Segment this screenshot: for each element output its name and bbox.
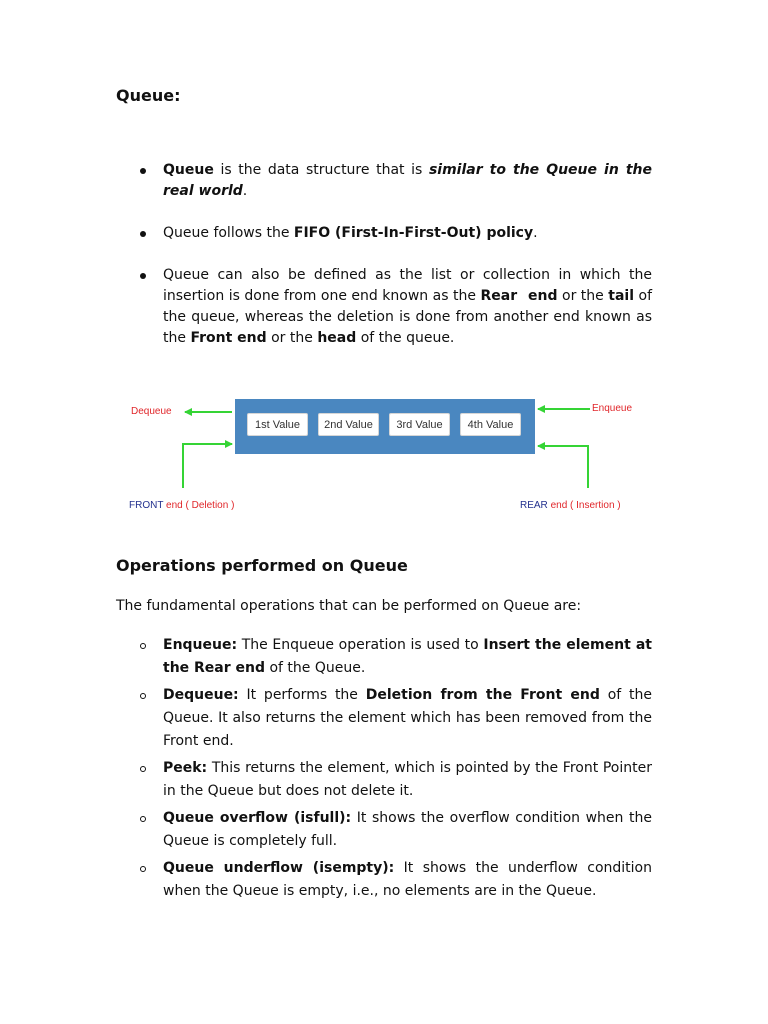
body-text: The Enqueue operation is used to [237, 637, 484, 653]
rear-end-label: REAR end ( Insertion ) [520, 500, 621, 511]
list-item [136, 807, 652, 853]
bold-text: Queue underflow (isempty): [163, 860, 395, 876]
list-item [136, 857, 652, 903]
body-text: of the queue. [356, 330, 455, 346]
bold-text: FIFO (First-In-First-Out) policy [293, 225, 534, 241]
bold-text: head [317, 330, 357, 346]
bullet-dot-icon [140, 231, 146, 237]
queue-cell: 3rd Value [389, 413, 450, 436]
queue-diagram [0, 380, 768, 530]
body-text: Queue can also be defined as the list or collection in which the insertion is done from one end known as the [163, 267, 652, 304]
bullet-circle-icon [140, 766, 146, 772]
body-text: It shows the overflow condition when the Queue is completely full. [163, 810, 653, 849]
list-item [136, 684, 652, 753]
bold-text: Insert the element at the Rear end [163, 637, 652, 676]
list-item [136, 160, 652, 202]
section-intro: The fundamental operations that can be performed on Queue are: [116, 598, 582, 614]
rear-pointer-arrow [538, 446, 588, 488]
bullet-dot-icon [140, 273, 146, 279]
body-text: or the [557, 288, 609, 304]
bullet-circle-icon [140, 816, 146, 822]
bullet-circle-icon [140, 866, 146, 872]
bold-italic-text: similar to the Queue in the real world [163, 162, 653, 199]
list-item [136, 634, 652, 680]
body-text: of the queue, whereas the deletion is done from another end known as the [163, 288, 653, 346]
front-end-label: FRONT end ( Deletion ) [129, 500, 235, 511]
list-item [136, 223, 652, 244]
body-text: . [242, 183, 248, 199]
enqueue-label: Enqueue [592, 403, 633, 414]
bold-text: Enqueue: [163, 637, 238, 653]
bullet-dot-icon [140, 168, 146, 174]
list-item [136, 265, 652, 349]
body-text: It shows the underflow condition when the Queue is empty, i.e., no elements are in the Queue. [163, 860, 652, 899]
list-item [136, 757, 652, 803]
front-pointer-arrow [183, 444, 232, 488]
body-text: is the data structure that is [213, 162, 429, 178]
page-title: Queue: [116, 86, 181, 105]
bold-text: Peek: [163, 760, 208, 776]
body-text: It performs the [238, 687, 366, 703]
bold-text: Front end [190, 330, 267, 346]
bold-text: Dequeue: [163, 687, 239, 703]
section-heading: Operations performed on Queue [116, 556, 408, 575]
bullet-circle-icon [140, 643, 146, 649]
bold-text: Deletion from the Front end [365, 687, 600, 703]
queue-cell: 1st Value [247, 413, 308, 436]
queue-container [235, 399, 535, 454]
queue-cell: 4th Value [460, 413, 521, 436]
dequeue-label: Dequeue [131, 406, 172, 417]
bold-text: Queue [163, 162, 214, 178]
body-text: or the [266, 330, 318, 346]
definition-list [136, 160, 652, 349]
body-text: Queue follows the [163, 225, 294, 241]
body-text: of the Queue. [265, 660, 366, 676]
bold-text: tail [608, 288, 635, 304]
body-text: of the Queue. It also returns the element which has been removed from the Front end. [163, 687, 652, 749]
bold-text: Rear end [480, 288, 558, 304]
body-text: This returns the element, which is pointed by the Front Pointer in the Queue but does not delete it. [163, 760, 652, 799]
bullet-circle-icon [140, 693, 146, 699]
bold-text: Queue overflow (isfull): [163, 810, 352, 826]
operations-list [136, 634, 652, 903]
body-text: . [533, 225, 538, 241]
queue-cell: 2nd Value [318, 413, 379, 436]
